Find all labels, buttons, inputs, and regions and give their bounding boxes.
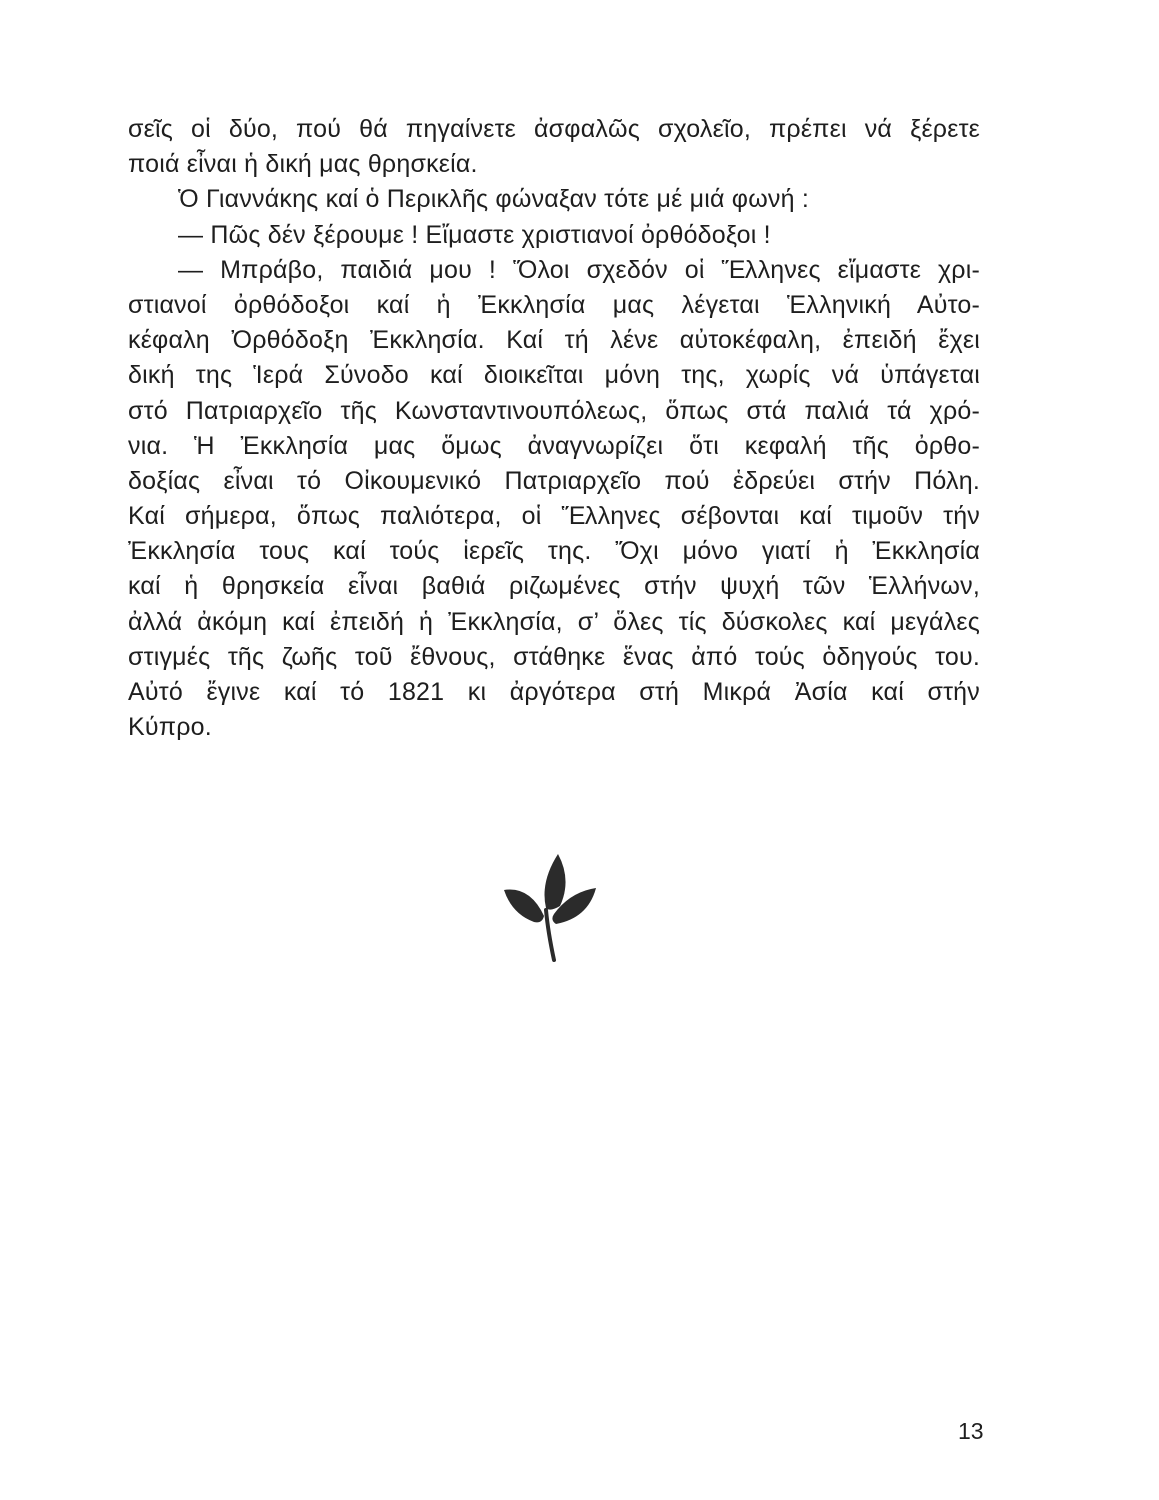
text-line: ποιά εἶναι ἡ δική μας θρησκεία.: [128, 150, 478, 179]
text-line: στιανοί ὀρθόδοξοι καί ἡ Ἐκκλησία μας λέγεται Ἑλληνική Αὐτο-: [128, 290, 980, 319]
text-line: — Πῶς δέν ξέρουμε ! Εἴμαστε χριστιανοί ὀρθόδοξοι !: [178, 220, 771, 249]
text-line: Αὐτό ἔγινε καί τό 1821 κι ἀργότερα στή Μικρά Ἀσία καί στήν: [128, 678, 980, 706]
text-line: στό Πατριαρχεῖο τῆς Κωνσταντινουπόλεως, ὅπως στά παλιά τά χρό-: [128, 396, 980, 425]
page-number: 13: [958, 1418, 984, 1444]
text-line: ἀλλά ἀκόμη καί ἐπειδή ἡ Ἐκκλησία, σ’ ὅλες τίς δύσκολες καί μεγάλες: [128, 607, 980, 636]
body-text: [128, 112, 980, 745]
leaf-sprig-icon: [500, 852, 600, 962]
text-line: — Μπράβο, παιδιά μου ! Ὅλοι σχεδόν οἱ Ἕλληνες εἴμαστε χρι-: [178, 255, 980, 284]
text-line: δοξίας εἶναι τό Οἰκουμενικό Πατριαρχεῖο πού ἑδρεύει στήν Πόλη.: [128, 466, 980, 495]
text-line: δική της Ἱερά Σύνοδο καί διοικεῖται μόνη της, χωρίς νά ὑπάγεται: [128, 361, 980, 390]
text-line: Ἐκκλησία τους καί τούς ἱερεῖς της. Ὄχι μόνο γιατί ἡ Ἐκκλησία: [128, 537, 980, 566]
text-line: καί ἡ θρησκεία εἶναι βαθιά ριζωμένες στήν ψυχή τῶν Ἑλλήνων,: [128, 572, 980, 601]
text-line: Καί σήμερα, ὅπως παλιότερα, οἱ Ἕλληνες σέβονται καί τιμοῦν τήν: [128, 502, 980, 531]
text-line: Κύπρο.: [128, 713, 212, 742]
text-line: Ὁ Γιαννάκης καί ὁ Περικλῆς φώναξαν τότε μέ μιά φωνή :: [178, 185, 810, 214]
text-line: στιγμές τῆς ζωῆς τοῦ ἔθνους, στάθηκε ἕνας ἀπό τούς ὁδηγούς του.: [128, 642, 980, 671]
text-line: νια. Ἡ Ἐκκλησία μας ὅμως ἀναγνωρίζει ὅτι κεφαλή τῆς ὀρθο-: [128, 431, 980, 460]
text-line: σεῖς οἱ δύο, πού θά πηγαίνετε ἀσφαλῶς σχολεῖο, πρέπει νά ξέρετε: [128, 115, 980, 143]
text-line: κέφαλη Ὀρθόδοξη Ἐκκλησία. Καί τή λένε αὐτοκέφαλη, ἐπειδή ἔχει: [128, 326, 980, 355]
